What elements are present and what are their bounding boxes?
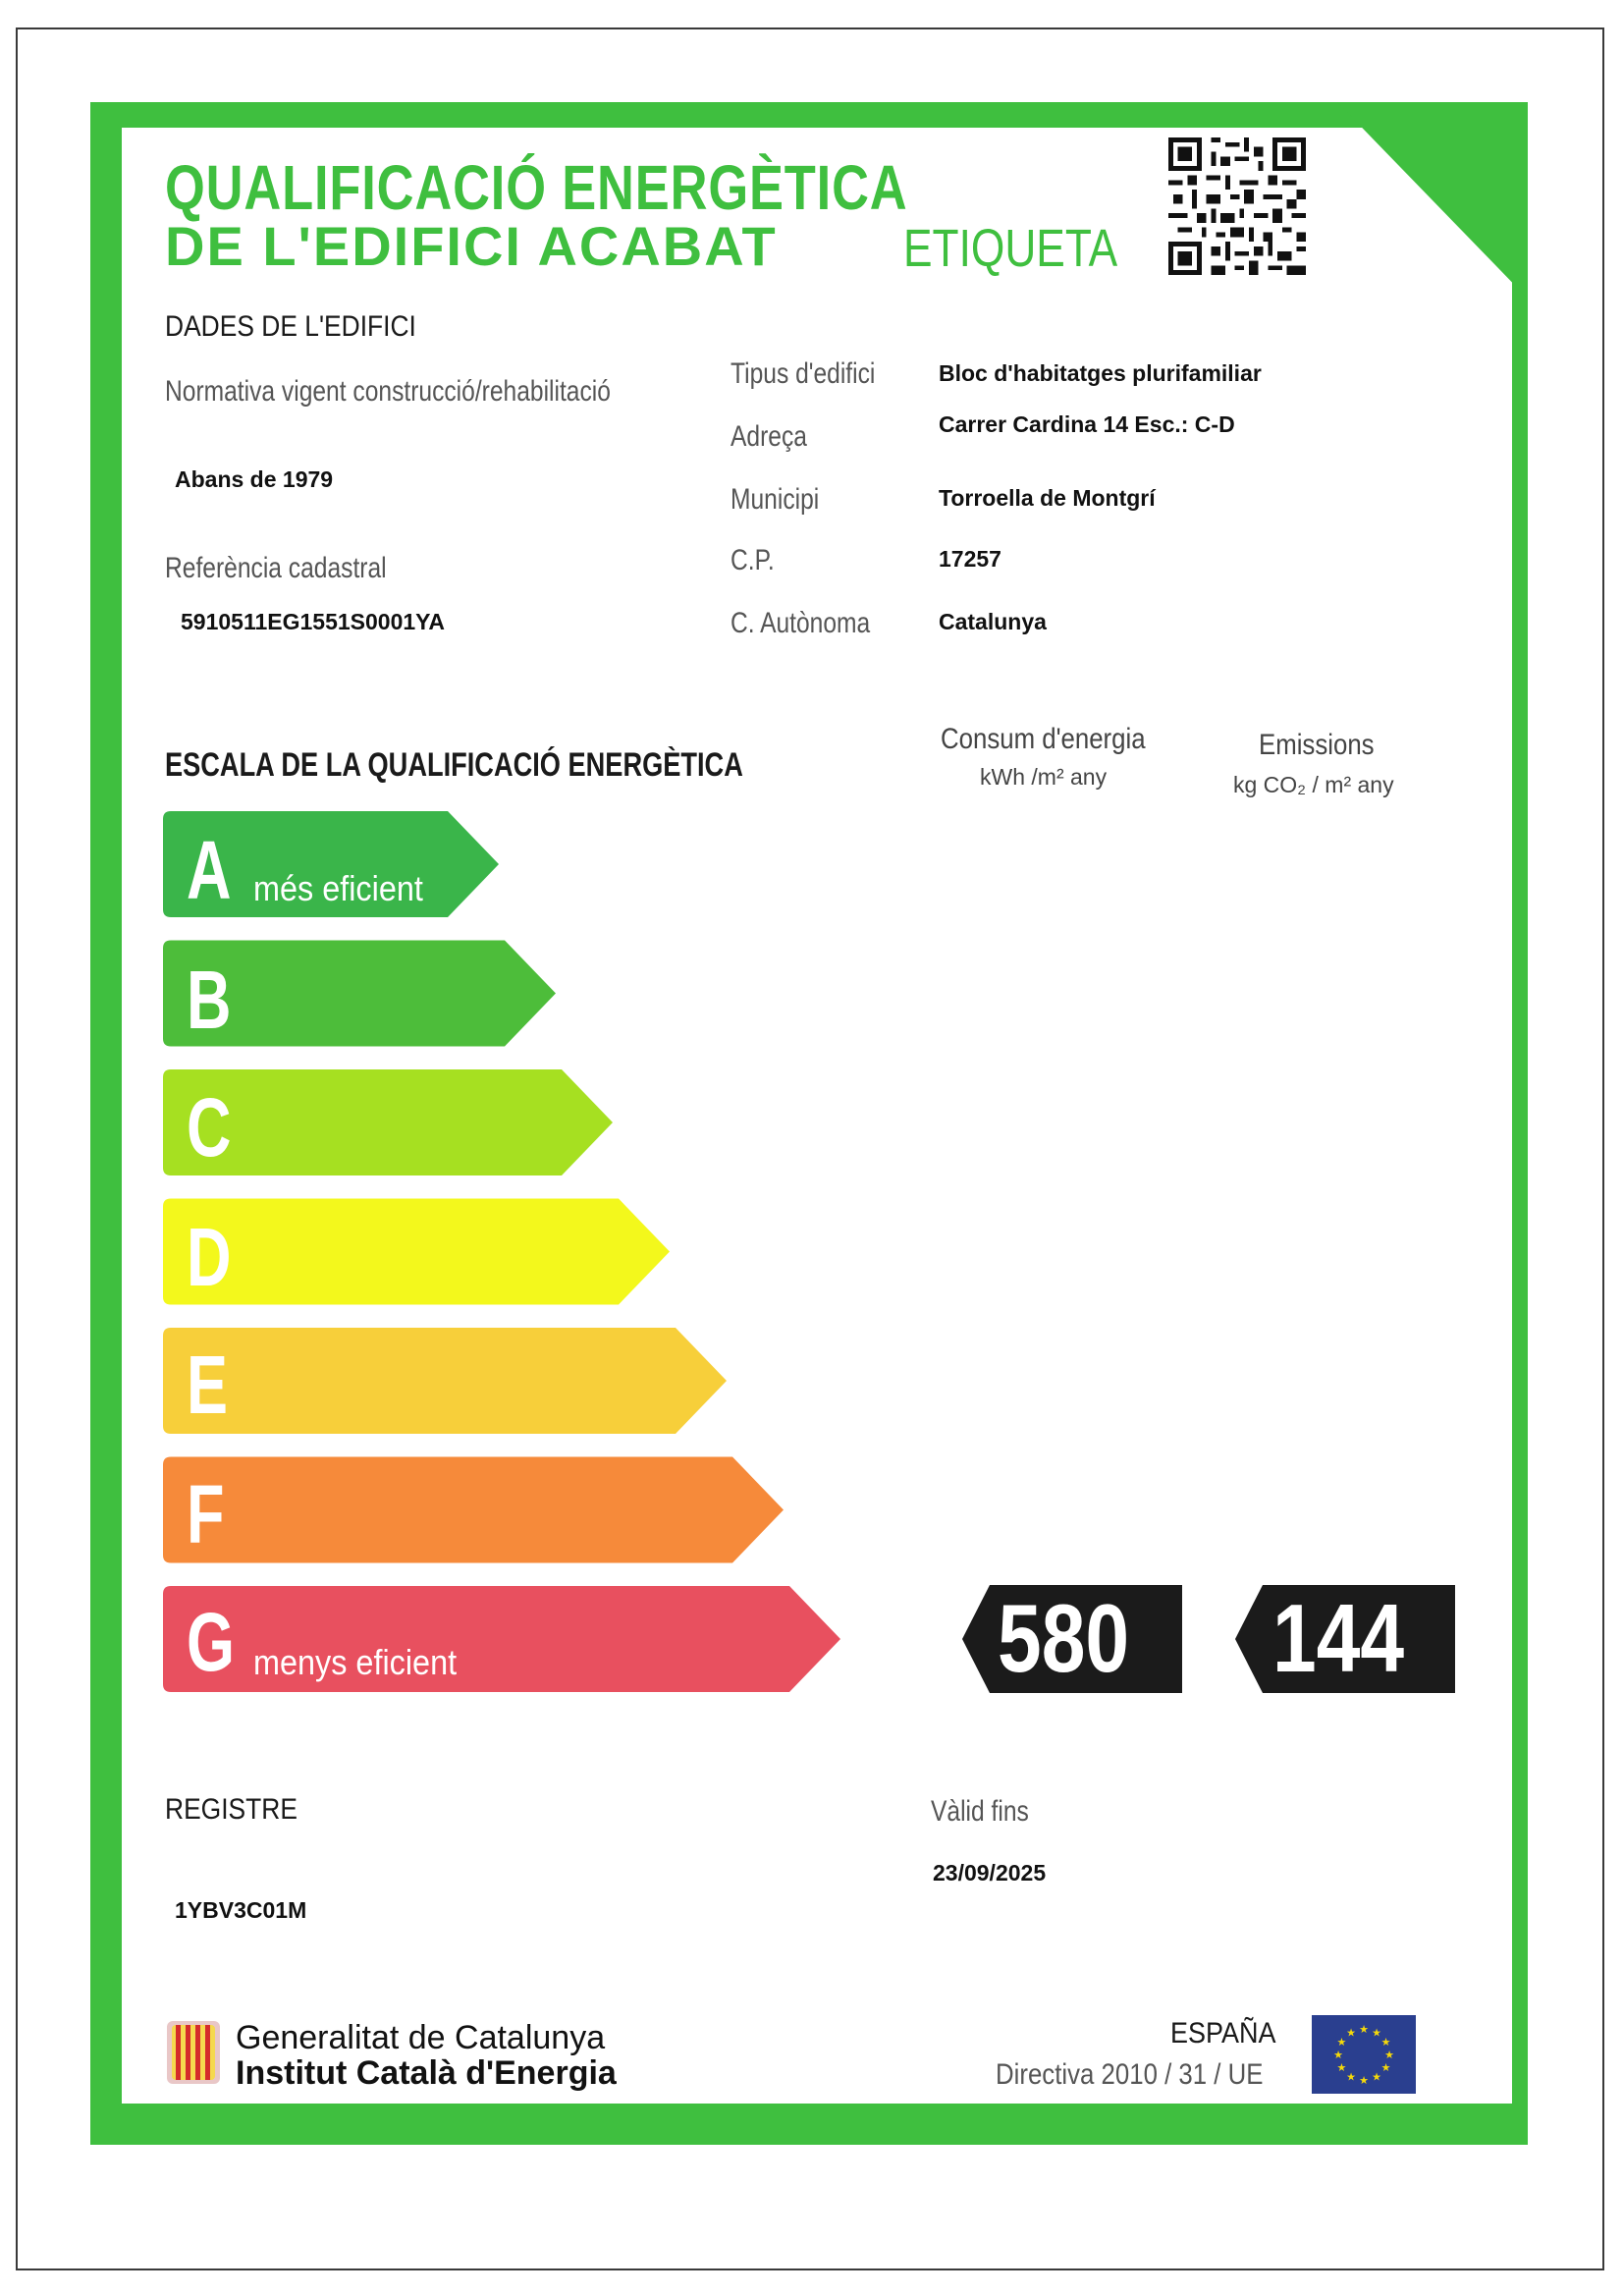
eu-star-icon: ★ <box>1359 2075 1369 2087</box>
consumption-value: 580 <box>998 1584 1130 1692</box>
class-f-letter: F <box>187 1468 225 1560</box>
eu-star-icon: ★ <box>1384 2050 1394 2061</box>
eu-star-icon: ★ <box>1380 2037 1391 2049</box>
scale-title: ESCALA DE LA QUALIFICACIÓ ENERGÈTICA <box>165 746 743 784</box>
eu-star-icon: ★ <box>1346 2071 1356 2084</box>
eu-star-icon: ★ <box>1380 2062 1391 2074</box>
class-bars <box>163 811 850 1695</box>
building-type-label: Tipus d'edifici <box>730 357 876 390</box>
registre-value: 1YBV3C01M <box>175 1897 307 1923</box>
class-d-letter: D <box>187 1211 232 1303</box>
eu-star-icon: ★ <box>1333 2050 1343 2061</box>
cadastral-ref-label: Referència cadastral <box>165 552 387 584</box>
registre-label: REGISTRE <box>165 1793 298 1826</box>
class-b-letter: B <box>187 954 232 1046</box>
etiqueta-label: ETIQUETA <box>903 219 1118 278</box>
eu-star-icon: ★ <box>1346 2027 1356 2040</box>
valid-until-value: 23/09/2025 <box>933 1860 1047 1886</box>
eu-flag-icon <box>1312 2015 1416 2094</box>
region-label: C. Autònoma <box>730 607 871 639</box>
class-a-caption: més eficient <box>253 868 423 908</box>
corner-fold <box>1337 102 1528 299</box>
class-g-letter: G <box>187 1596 236 1688</box>
generalitat-logo-icon <box>167 2021 220 2084</box>
cadastral-ref-value: 5910511EG1551S0001YA <box>181 609 446 634</box>
title-line1: QUALIFICACIÓ ENERGÈTICA <box>165 152 908 223</box>
qr-code-icon <box>1168 137 1306 275</box>
class-g-caption: menys eficient <box>253 1642 458 1682</box>
address-label: Adreça <box>730 420 807 453</box>
region-value: Catalunya <box>939 609 1047 634</box>
municipality-value: Torroella de Montgrí <box>939 485 1156 511</box>
class-f-bar <box>163 1457 784 1563</box>
class-e-bar <box>163 1328 727 1434</box>
class-a-letter: A <box>187 824 232 916</box>
org-line2: Institut Català d'Energia <box>236 2054 617 2092</box>
eu-star-icon: ★ <box>1336 2037 1347 2049</box>
valid-until-label: Vàlid fins <box>931 1795 1029 1828</box>
eu-star-icon: ★ <box>1372 2027 1381 2040</box>
building-type-value: Bloc d'habitatges plurifamiliar <box>939 360 1262 386</box>
normativa-label: Normativa vigent construcció/rehabilitació <box>165 375 611 408</box>
consumption-unit: kWh /m² any <box>980 764 1108 790</box>
normativa-value: Abans de 1979 <box>175 466 334 492</box>
postal-code-label: C.P. <box>730 544 775 576</box>
municipality-label: Municipi <box>730 483 820 516</box>
country-label: ESPAÑA <box>1170 2017 1276 2050</box>
emissions-unit: kg CO₂ / m² any <box>1233 772 1394 797</box>
consumption-title: Consum d'energia <box>941 723 1146 755</box>
postal-code-value: 17257 <box>939 546 1001 572</box>
address-value: Carrer Cardina 14 Esc.: C-D <box>939 411 1235 437</box>
org-line1: Generalitat de Catalunya <box>236 2019 606 2056</box>
class-c-letter: C <box>187 1081 232 1174</box>
title-line2: DE L'EDIFICI ACABAT <box>165 215 778 277</box>
eu-star-icon: ★ <box>1359 2024 1369 2036</box>
emissions-title: Emissions <box>1259 729 1375 761</box>
class-e-letter: E <box>187 1339 229 1431</box>
emissions-value: 144 <box>1272 1584 1405 1692</box>
class-d-bar <box>163 1199 670 1305</box>
building-section-title: DADES DE L'EDIFICI <box>165 310 416 343</box>
eu-star-icon: ★ <box>1336 2062 1347 2074</box>
eu-star-icon: ★ <box>1372 2071 1381 2084</box>
directive-label: Directiva 2010 / 31 / UE <box>996 2058 1264 2091</box>
